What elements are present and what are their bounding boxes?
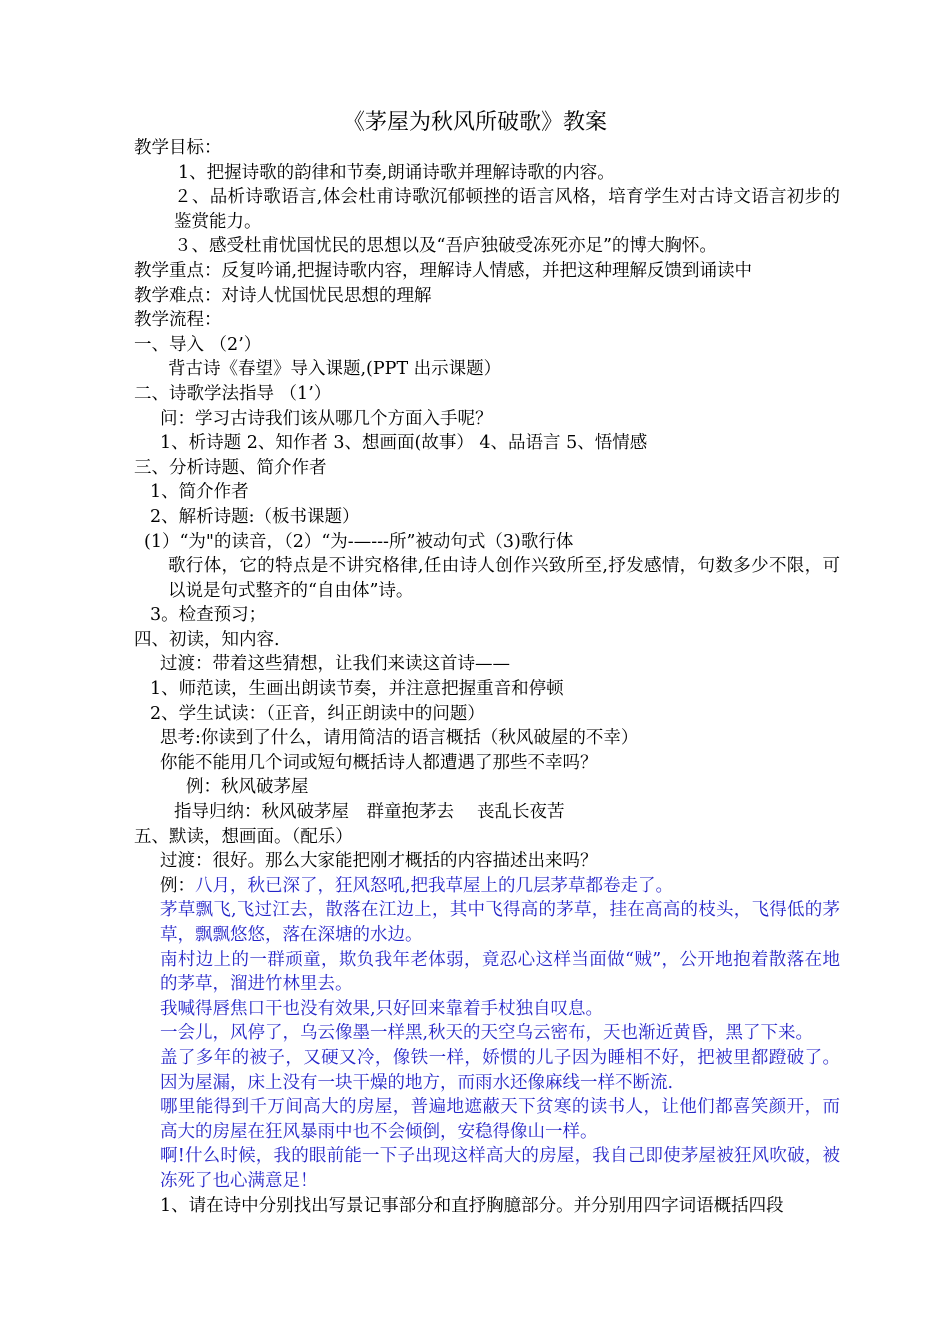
step-3-gexingti: 歌行体，它的特点是不讲究格律,任由诗人创作兴致所至,抒发感情，句数多少不限，可以说是句式整齐的“自由体”诗。 xyxy=(168,556,840,601)
step-4-summary: 指导归纳：秋风破茅屋 群童抱茅去 丧乱长夜苦 xyxy=(174,802,565,823)
step-4-question: 你能不能用几个词或短句概括诗人都遭遇了那些不幸吗？ xyxy=(160,752,598,773)
document-body xyxy=(134,136,840,1218)
step-4-example: 例：秋风破茅屋 xyxy=(186,777,309,798)
section-heading-objectives: 教学目标： xyxy=(134,138,222,158)
step-3-item-1: 1、简介作者 xyxy=(150,482,249,503)
step-3-item-2: 2、解析诗题:（板书课题） xyxy=(150,506,360,527)
step-4-transition: 过渡：带着这些猜想，让我们来读这首诗—— xyxy=(160,654,510,675)
step-4-think: 思考:你读到了什么，请用简洁的语言概括（秋风破屋的不幸） xyxy=(160,728,639,749)
teaching-focus: 教学重点：反复吟诵,把握诗歌内容，理解诗人情感，并把这种理解反馈到诵读中 xyxy=(134,260,753,281)
step-1-heading: 一、导入 （2’） xyxy=(134,334,262,355)
step-3-heading: 三、分析诗题、简介作者 xyxy=(134,457,327,478)
step-5-heading: 五、默读，想画面。（配乐） xyxy=(134,826,353,847)
section-heading-process: 教学流程： xyxy=(134,310,222,331)
document-title: 《茅屋为秋风所破歌》教案 xyxy=(342,110,607,135)
step-4-item-1: 1、师范读，生画出朗读节奏，并注意把握重音和停顿 xyxy=(150,679,564,700)
step-3-item-3: 3。检查预习； xyxy=(150,605,267,626)
paraphrase-6: 盖了多年的被子，又硬又冷，像铁一样，娇惯的儿子因为睡相不好，把被里都蹬破了。因为屋漏，床上没有一块干燥的地方，而雨水还像麻线一样不断流. xyxy=(160,1047,840,1093)
objective-1: 1、把握诗歌的韵律和节奏,朗诵诗歌并理解诗歌的内容。 xyxy=(178,162,615,183)
step-2-heading: 二、诗歌学法指导 （1’） xyxy=(134,383,332,404)
paraphrase-7: 哪里能得到千万间高大的房屋，普遍地遮蔽天下贫寒的读书人，让他们都喜笑颜开，而高大的房屋在狂风暴雨中也不会倾倒，安稳得像山一样。 xyxy=(160,1097,840,1142)
step-5-transition: 过渡：很好。那么大家能把刚才概括的内容描述出来吗？ xyxy=(160,851,598,872)
paraphrase-5: 一会儿，风停了，乌云像墨一样黑,秋天的天空乌云密布，天也渐近黄昏，黑了下来。 xyxy=(160,1023,814,1044)
teaching-difficulty: 教学难点：对诗人忧国忧民思想的理解 xyxy=(134,285,432,306)
step-5-task-1: 1、请在诗中分别找出写景记事部分和直抒胸臆部分。并分别用四字词语概括四段 xyxy=(160,1195,784,1216)
objective-3: ３、感受杜甫忧国忧民的思想以及“吾庐独破受冻死亦足”的博大胸怀。 xyxy=(174,236,717,257)
step-4-item-2: 2、学生试读：（正音，纠正朗读中的问题） xyxy=(150,703,485,724)
paraphrase-2: 茅草飘飞,飞过江去，散落在江边上，其中飞得高的茅草，挂在高高的枝头，飞得低的茅草，飘飘悠悠，落在深塘的水边。 xyxy=(160,900,840,945)
step-2-question: 问：学习古诗我们该从哪几个方面入手呢？ xyxy=(160,408,493,429)
paraphrase-4: 我喊得唇焦口干也没有效果,只好回来靠着手杖独自叹息。 xyxy=(160,998,604,1019)
step-2-methods: 1、析诗题 2、知作者 3、想画面(故事） 4、品语言 5、悟情感 xyxy=(160,433,648,454)
step-4-heading: 四、初读，知内容. xyxy=(134,629,280,650)
example-label: 例： xyxy=(160,875,195,896)
objective-2: ２、品析诗歌语言,体会杜甫诗歌沉郁顿挫的语言风格，培育学生对古诗文语言初步的鉴赏能力。 xyxy=(174,187,840,232)
step-3-subitems: (1）“为"的读音，（2）“为-—---所”被动句式（3)歌行体 xyxy=(144,531,574,552)
step-1-text: 背古诗《春望》导入课题,(PPT 出示课题） xyxy=(168,359,502,380)
example-text: 八月，秋已深了，狂风怒吼,把我草屋上的几层茅草都卷走了。 xyxy=(195,875,674,896)
paraphrase-3: 南村边上的一群顽童，欺负我年老体弱，竟忍心这样当面做“贼”，公开地抱着散落在地的茅草，溜进竹林里去。 xyxy=(160,949,840,995)
paraphrase-8: 啊!什么时候，我的眼前能一下子出现这样高大的房屋，我自己即使茅屋被狂风吹破，被冻死了也心满意足！ xyxy=(160,1146,840,1191)
step-5-example-line xyxy=(134,874,840,899)
